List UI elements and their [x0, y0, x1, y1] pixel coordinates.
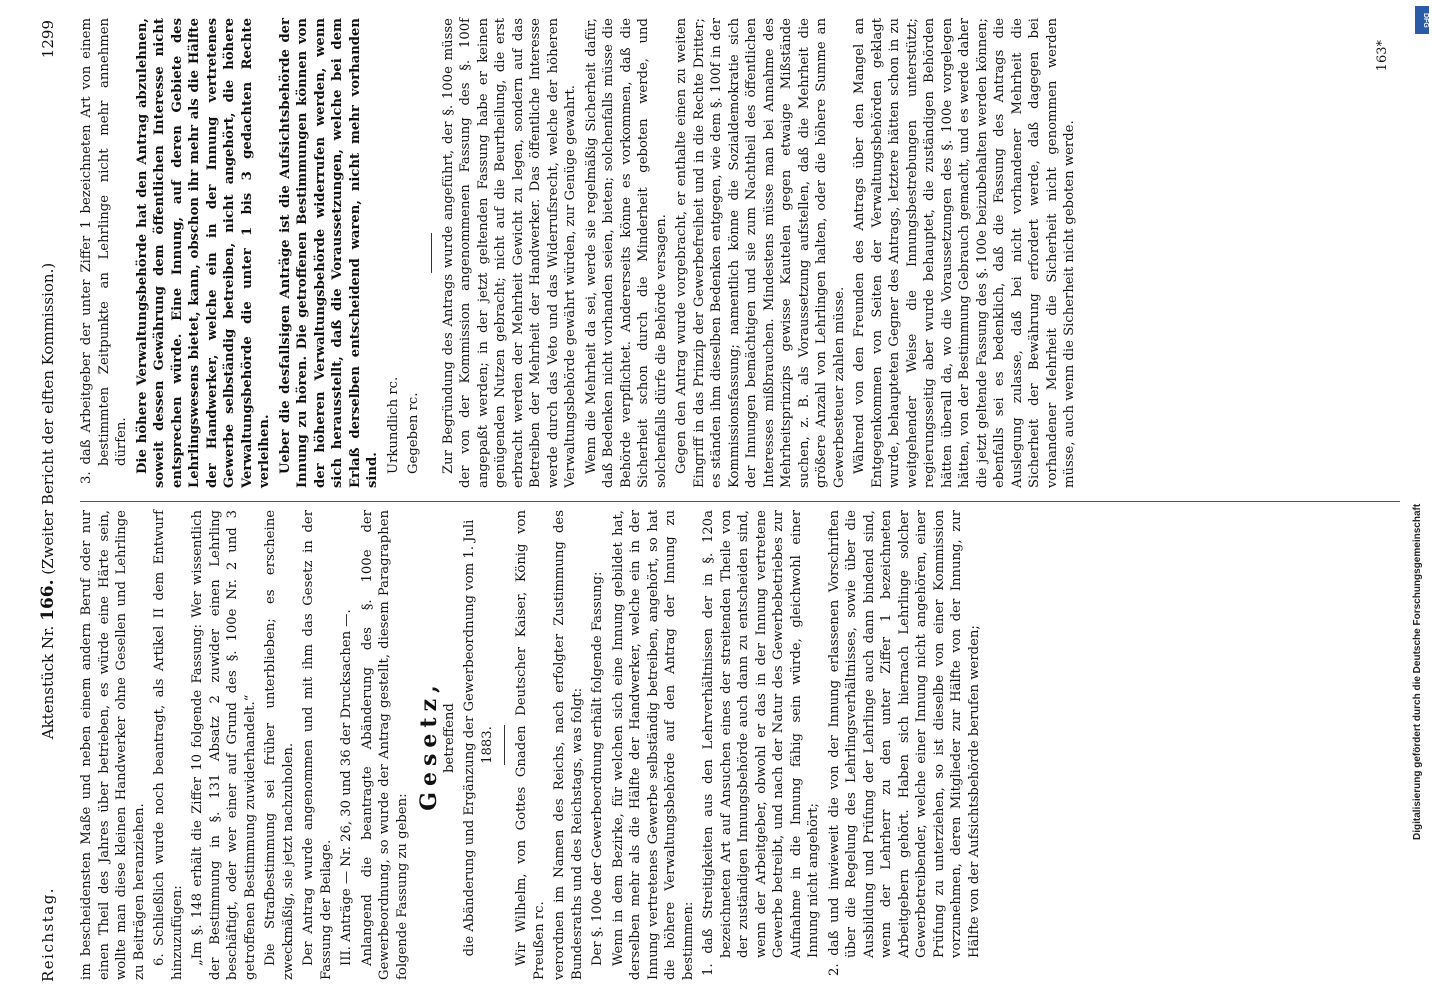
paragraph: Anlangend die beantragte Abänderung des §. 100e der Gewerbeordnung, so wurde der Antrag gestellt, diesem Paragraphen folgende Fassung zu geben:: [359, 510, 410, 980]
page-number: 1299: [39, 20, 57, 59]
paragraph: Gegen den Antrag wurde vorgebracht, er enthalte einen zu weiten Eingriff in das Prinzip der Gewerbefreiheit und in die Rechte Dritter; es ständen ihm dieselben Bedenken entgegen, wie dem §. 100f in der Kommissionsfassung; namentlich könne die Sozialdemokratie sich der Innungen bemächtigen und sie zum Nachtheil des öffentlichen Interesses mißbrauchen. Mindestens müsse man bei Annahme des Mehrheitsprinzips gewisse Kautelen gegen etwaige Mißstände suchen, z. B. als Voraussetzung aufstellen, daß die Mehrheit die größere Anzahl von Lehrlingen halten, oder die höhere Summe an Gewerbesteuer zahlen müsse.: [674, 18, 847, 488]
funding-credit: Digitalisierung gefördert durch die Deutsche Forschungsgemeinschaft: [1412, 503, 1423, 840]
paragraph: Ueber die desfallsigen Anträge ist die Aufsichtsbehörde der Innung zu hören. Die getroffenen Bestimmungen können von der höheren Verwaltungsbehörde widerrufen werden, wenn sich herausstellt, daß die Voraussetzungen, welche bei dem Erlaß derselben entscheidend waren, nicht mehr vorhanden sind.: [277, 18, 380, 488]
paragraph: verordnen im Namen des Reichs, nach erfolgter Zustimmung des Bundesraths und des Reichstags, was folgt:: [552, 510, 585, 980]
closing-formula: Urkundlich rc.: [385, 376, 401, 474]
paragraph: Wenn die Mehrheit da sei, werde sie regelmäßig Sicherheit dafür, daß Bedenken nicht vorhanden seien, bieten; solchenfalls müsse die Behörde verpflichtet. Andererseits könne es vorkommen, daß die Sicherheit schon durch die Minderheit geboten werde, und solchenfalls dürfe die Behörde versagen.: [583, 18, 669, 488]
divider: [431, 233, 432, 273]
list-item: 2. daß und inwieweit die von der Innung erlassenen Vorschriften über die Regelung des Lehrlingsverhältnisses, sowie über die Ausbildung und Prüfung der Lehrlinge auch dann bindend sind, wenn der Lehrherr zu den unter Ziffer 1 bezeichneten Arbeitgebern gehört. Haben sich hiernach Lehrlinge solcher Gewerbetreibender, welche einer Innung nicht angehören, einer Prüfung zu unterziehen, so ist dieselbe von einer Kommission vorzunehmen, deren Mitglieder zur Hälfte von der Innung, zur Hälfte von der Aufsichtsbehörde berufen werden;: [826, 510, 982, 976]
paragraph: Die höhere Verwaltungsbehörde hat den Antrag abzulehnen, soweit dessen Gewährung dem öffentlichen Interesse nicht entsprechen würde. Eine Innung, auf deren Gebiete des Lehrlingswesens bietet, kann, obschon ihr mehr als die Hälfte der Handwerker, welche ein in der Innung vertretenes Gewerbe selbständig betreiben, nicht angehört, die höhere Verwaltungsbehörde die unter 1 bis 3 gedachten Rechte verleihen.: [134, 18, 272, 488]
paragraph: Zur Begründung des Antrags wurde angeführt, der §. 100e müsse der von der Kommission angenommenen Fassung des §. 100f angepaßt werden; in der jetzt geltenden Fassung habe er keinen genügenden Nutzen gebracht; nicht auf die Beurtheilung, die erst erbracht werden der Mehrheit Gewicht zu legen, sondern auf das Betreiben der Mehrheit der Handwerker. Das öffentliche Interesse werde durch das Veto und das Widerrufsrecht, welche der höheren Verwaltungsbehörde gewährt würden, zur Genüge gewahrt.: [440, 18, 578, 488]
paragraph: Der Antrag wurde angenommen und mit ihm das Gesetz in der Fassung der Beilage.: [301, 510, 334, 980]
digitization-sidebar: [1404, 0, 1432, 1000]
section-heading: III. Anträge — Nr. 26, 30 und 36 der Drucksachen —.: [339, 609, 354, 966]
paragraph: im bescheidensten Maße und neben einem andern Beruf oder nur einen Theil des Jahres über betrieben, es würde eine Härte sein, wollte man diese kleinen Handwerker ohne Gesellen und Lehrlinge zu Beiträgen heranziehen.: [79, 510, 147, 980]
header-center-number: 166.: [38, 579, 58, 621]
sheet-mark: 163*: [1375, 40, 1390, 72]
header-center-suffix: (Zweiter Bericht der elften Kommission.): [39, 262, 57, 575]
paragraph: 6. Schließlich wurde noch beantragt, als Artikel II dem Entwurf hinzuzufügen:: [152, 510, 185, 980]
paragraph: Der §. 100e der Gewerbeordnung erhält folgende Fassung:: [590, 571, 605, 966]
divider: [504, 725, 505, 765]
right-column: [78, 18, 1082, 488]
paragraph: Wir Wilhelm, von Gottes Gnaden Deutscher Kaiser, König von Preußen rc.: [514, 510, 547, 980]
paragraph: Während von den Freunden des Antrags über den Mangel an Entgegenkommen von Seiten der Verwaltungsbehörden geklagt wurde, behaupteten Gegner des Antrags, letztere hätten schon in zu weitgehender Weise die Innungsbestrebungen unterstützt; regierungsseitig aber wurde behauptet, die zuständigen Behörden hätten überall da, wo die Voraussetzungen des §. 100e vorgelegen hätten, von der Bestimmung Gebrauch gemacht, und es werde daher die jetzt geltende Fassung des §. 100e beizubehalten werden können; ebenfalls sei es bedenklich, daß die Fassung des Antrags die Auslegung zulasse, daß bei nicht vorhandener Mehrheit die Sicherheit der Bewährung erfordert werde, daß dagegen bei vorhandener Mehrheit die Sicherheit nicht genommen werden müsse, auch wenn die Sicherheit nicht geboten werde.: [852, 18, 1077, 488]
closing-formula: Gegeben rc.: [406, 392, 421, 474]
header-center: [38, 80, 58, 922]
list-item: 3. daß Arbeitgeber der unter Ziffer 1 bezeichneten Art von einem bestimmten Zeitpunkte an Lehrlinge nicht mehr annehmen dürfen.: [79, 18, 129, 484]
law-subtitle: betreffend: [441, 703, 457, 773]
page-header: [38, 20, 64, 982]
quoted-amendment: „Im §. 148 erhält die Ziffer 10 folgende Fassung: Wer wissentlich der Bestimmung in §. 131 Absatz 2 zuwider einen Lehrling beschäftigt, oder wer einer auf Grund des §. 100e Nr. 2 und 3 getroffenen Bestimmung zuwiderhandelt.“: [190, 510, 258, 980]
law-title: Gesetz,: [416, 679, 442, 811]
dfg-logo: DFG: [1415, 6, 1429, 34]
column-divider: [80, 501, 1400, 502]
paragraph: Die Strafbestimmung sei früher unterblieben; es erscheine zweckmäßig, sie jetzt nachzuholen.: [263, 510, 296, 980]
law-name: die Abänderung und Ergänzung der Gewerbeordnung vom 1. Juli 1883.: [462, 519, 495, 957]
left-column: [78, 510, 986, 980]
paragraph: Wenn in dem Bezirke, für welchen sich eine Innung gebildet hat, derselben mehr als die Hälfte der Handwerker, welche ein in der Innung vertretenes Gewerbe selbständig betreiben, angehört, so hat die höhere Verwaltungsbehörde auf den Antrag der Innung zu bestimmen:: [610, 510, 696, 980]
list-item: 1. daß Streitigkeiten aus den Lehrverhältnissen der in §. 120a bezeichneten Art auf Ansuchen eines der streitenden Theile von der zuständigen Innungsbehörde auch dann zu entscheiden sind, wenn der Arbeitgeber, obwohl er das in der Innung vertretene Gewerbe betreibt, und nach der Natur des Gewerbebetriebes zur Aufnahme in die Innung fähig sein würde, gleichwohl einer Innung nicht angehört;: [701, 510, 821, 976]
header-left: Reichstag.: [39, 886, 57, 982]
header-center-prefix: Aktenstück Nr.: [39, 625, 57, 740]
